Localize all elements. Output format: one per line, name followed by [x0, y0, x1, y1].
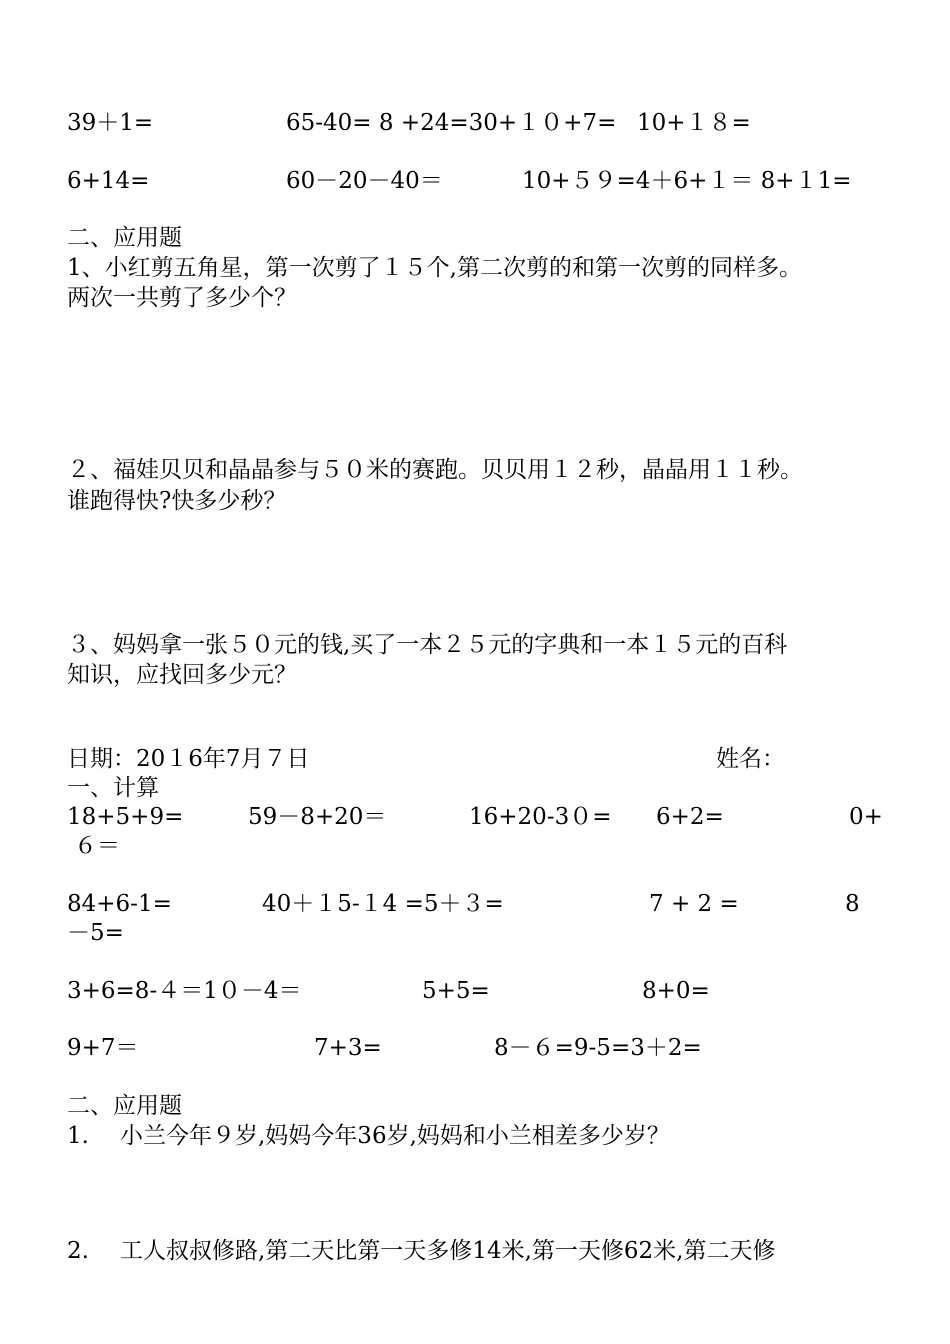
calc-3-5-wrap: ６＝	[74, 833, 120, 859]
section-heading-applied-2: 二、应用题	[67, 1093, 182, 1119]
calc-6-2: 7+3=	[314, 1035, 382, 1061]
question-1-line-2: 两次一共剪了多少个？	[67, 285, 297, 311]
calc-1-3: 10+１８=	[637, 110, 751, 136]
calc-6-3: 8－６=9-5=3＋2=	[494, 1035, 702, 1061]
question-5-text: 工人叔叔修路,第二天比第一天多修14米,第一天修62米,第二天修	[120, 1238, 776, 1264]
calc-3-2: 59－8+20＝	[248, 804, 387, 830]
section-heading-calc: 一、计算	[67, 775, 159, 801]
calc-4-4: 8	[845, 891, 860, 917]
calc-2-1: 6+14=	[67, 168, 150, 194]
calc-5-2: 5+5=	[422, 978, 490, 1004]
date-line: 日期：20１6年7月７日	[67, 746, 310, 772]
calc-4-4-wrap: －5=	[67, 920, 124, 946]
calc-1-1: 39＋1=	[67, 110, 154, 136]
question-1-line-1: 1、小红剪五角星，第一次剪了１５个,第二次剪的和第一次剪的同样多。	[67, 255, 802, 281]
question-4-number: 1.	[67, 1123, 89, 1149]
calc-2-3: 10+５９=4＋6+１＝ 8+１1=	[522, 168, 852, 194]
question-2-line-1: ２、福娃贝贝和晶晶参与５０米的赛跑。贝贝用１２秒，晶晶用１１秒。	[67, 457, 803, 483]
calc-3-1: 18+5+9=	[67, 804, 184, 830]
calc-1-2: 65-40= 8 +24=30+１０+7=	[286, 110, 617, 136]
question-5-number: 2.	[67, 1238, 89, 1264]
question-3-line-1: ３、妈妈拿一张５０元的钱,买了一本２５元的字典和一本１５元的百科	[67, 632, 788, 658]
calc-2-2: 60－20－40＝	[286, 168, 443, 194]
calc-4-1: 84+6-1=	[67, 891, 172, 917]
calc-3-5: 0+	[849, 804, 883, 830]
name-label: 姓名：	[716, 746, 785, 772]
question-4-text: 小兰今年９岁,妈妈今年36岁,妈妈和小兰相差多少岁？	[120, 1123, 670, 1149]
section-heading-applied: 二、应用题	[67, 225, 182, 251]
calc-4-3: 7 + 2 =	[649, 891, 739, 917]
question-3-line-2: 知识，应找回多少元？	[67, 662, 297, 688]
calc-3-3: 16+20-3０=	[469, 804, 612, 830]
calc-6-1: 9+7＝	[67, 1035, 139, 1061]
calc-3-4: 6+2=	[656, 804, 724, 830]
calc-5-1: 3+6=8-４＝1０－4＝	[67, 978, 302, 1004]
question-2-line-2: 谁跑得快?快多少秒？	[67, 488, 287, 514]
calc-5-3: 8+0=	[642, 978, 710, 1004]
calc-4-2: 40＋１5-１4 =5＋３=	[262, 891, 504, 917]
